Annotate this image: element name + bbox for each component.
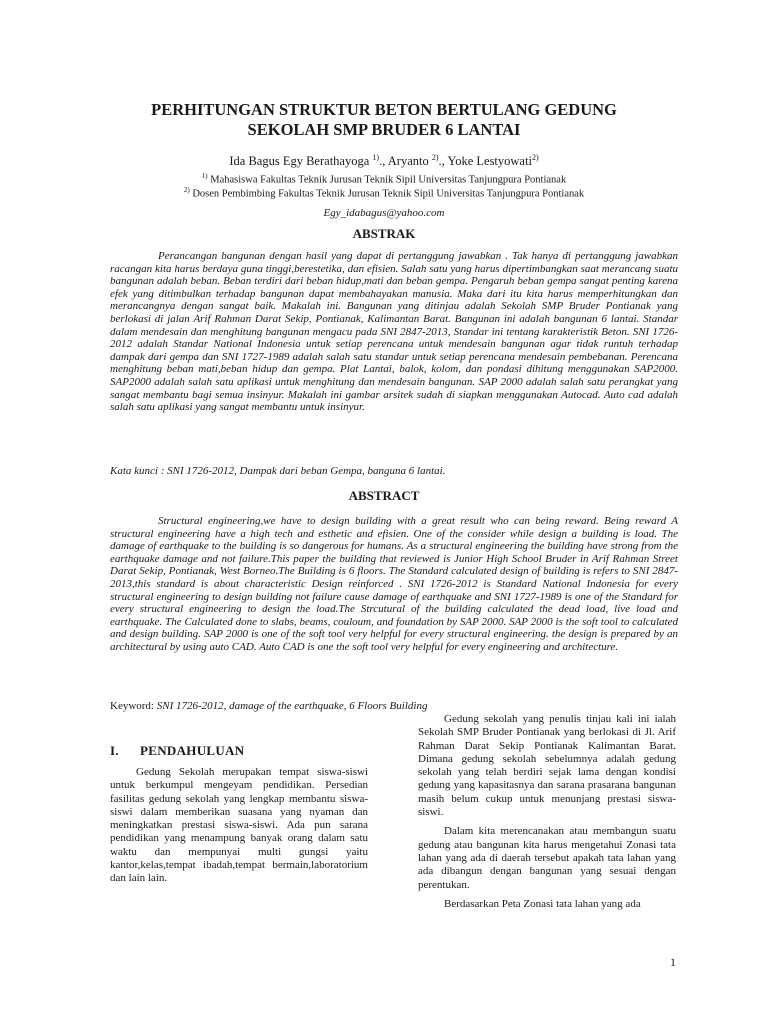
left-column — [110, 766, 368, 886]
author-1-sup: 1) — [372, 153, 380, 162]
author-sep-1: ., — [379, 154, 388, 169]
affiliation-1-sup: 1) — [201, 172, 208, 180]
affiliation-2-text: Dosen Pembimbing Fakultas Teknik Jurusan Teknik Sipil Universitas Tanjungpura Pontianak — [192, 188, 585, 200]
section-1-number: I. — [110, 743, 119, 758]
page-number: 1 — [670, 955, 676, 969]
abstract-keywords — [110, 700, 678, 713]
title-line-1: PERHITUNGAN STRUKTUR BETON BERTULANG GEDUNG — [151, 100, 617, 119]
abstrak-body: Perancangan bangunan dengan hasil yang dapat di pertanggung jawabkan . Tak hanya di pertanggung jawabkan racangan kita harus berdaya guna tinggi,berestetika, dan efisien. Salah satu yang harus dipertimbangkan saat merancang suatu bangunan adalah beban. Beban terdiri dari beban hidup,mati dan beban gempa. Pengaruh beban gempa sangat penting karena efek yang ditimbulkan terhadap bangunan dapat membahayakan manusia. Maka dari itu kita harus memperhitungkan dan merancangnya dengan sangat baik. Makalah ini. Bangunan yang ditinjau adalah Sekolah SMP Bruder Pontianak yang berlokasi di jalan Arif Rahman Darat Sekip, Pontianak, Kalimantan Barat. Bangunan ini adalah bangunan 6 lantai. Standar dalam mendesain dan menghitung bangunan mengacu pada SNI 2847-2013, Standar ini tentang karakteristik Beton. SNI 1726-2012 adalah Standar National Indonesia untuk setiap perencana untuk mendesain bangunan agar tidak runtuh terhadap dampak dari gempa dan SNI 1727-1989 adalah salah satu standar untuk setiap perencana mendesain pembebanan. Perencana menghitung beban mati,beban hidup dan gempa. Plat Lantai, balok, kolom, dan pondasi dihitung menggunakan SAP2000. SAP2000 adalah salah satu aplikasi untuk menghitung dan mendesain bangunan. SAP 2000 adalah salah satu perangkat yang sangat membantu bagi semua insinyur. Makalah ini gambar arsitek sudah di siapkan menggunakan Autocad. Auto cad adalah salah satu aplikasi yang sangat membantu untuk insinyur. — [110, 250, 678, 414]
intro-paragraph-right-3: Berdasarkan Peta Zonasi tata lahan yang ada — [444, 897, 641, 910]
author-sep-2: ., — [438, 154, 448, 169]
affiliation-2 — [60, 184, 708, 201]
section-1-title: PENDAHULUAN — [140, 743, 245, 758]
keyword-label: Keyword: — [110, 700, 157, 712]
abstrak-heading: ABSTRAK — [352, 226, 416, 241]
keyword-text: SNI 1726-2012, damage of the earthquake, 6 Floors Building — [156, 700, 428, 712]
intro-paragraph-left: Gedung Sekolah merupakan tempat siswa-siswi untuk berkumpul mengeyam pendidikan. Persedian fasilitas gedung sekolah yang lengkap membantu siswa-siswi dalam memberikan suasana yang nyaman dan meningkatkan prestasi siswa-siswi. Ada pun sarana pendidikan yang menampung banyak orang dalam satu waktu dan mempunyai multi gungsi yaitu kantor,kelas,tempat ibadah,tempat bermain,laboratorium dan lain lain. — [110, 766, 368, 885]
right-column — [418, 713, 676, 911]
title-line-2: SEKOLAH SMP BRUDER 6 LANTAI — [247, 120, 521, 139]
affiliation-2-sup: 2) — [183, 186, 190, 194]
section-1-heading — [110, 743, 244, 759]
author-email: Egy_idabagus@yahoo.com — [323, 207, 445, 219]
abstrak-keywords: Kata kunci : SNI 1726-2012, Dampak dari beban Gempa, banguna 6 lantai. — [110, 465, 446, 477]
paper-title — [60, 100, 708, 140]
author-2: Aryanto — [387, 154, 429, 169]
author-1: Ida Bagus Egy Berathayoga — [229, 154, 370, 169]
abstract-body: Structural engineering,we have to design building with a great result who can being reward. Being reward A structural engineering have a high tech and esthetic and efisien. One of the consider while design a building is load. The damage of earthquake to the building is so dangerous for humans. As a structural engineering the building have strong from the earthquake damage and not failure.This paper the building that reviewed is Junior High School Bruder in Arif Rahman Street Darat Sekip, Pontianak, West Borneo.The Building is 6 floors. The Standard calculated design of building is refers to SNI 2847-2013,this standard is about characteristic Design reinforced . SNI 1726-2012 is Standard National Indonesia for every structural engineering to design building not failure cause damage of earthquake and SNI 1727-1989 is one of the Standard for every structural engineering to design the load.The Strcutural of the building calculated the dead load, live load and earthquake. The Calculated done to slabs, beams, couloum, and foundation by SAP 2000. SAP 2000 is the soft tool to calculated and design building. SAP 2000 is one of the soft tool very helpful for every structural engineering. the design is prepared by an architectural by using auto CAD. Auto CAD is one the soft tool very helpful for every engineering and architecture. — [110, 515, 678, 653]
author-list — [60, 150, 708, 169]
affiliation-1-text: Mahasiswa Fakultas Teknik Jurusan Teknik Sipil Universitas Tanjungpura Pontianak — [210, 174, 567, 186]
author-2-sup: 2) — [431, 153, 439, 162]
intro-paragraph-right-2: Dalam kita merencanakan atau membangun suatu gedung atau bangunan kita harus mengetahui Zonasi tata lahan yang ada di daerah tersebut apakah tata lahan yang ada dibangun dengan bangunan yang sesuai dengan perentukan. — [418, 825, 676, 891]
author-3: Yoke Lestyowati — [447, 154, 532, 169]
intro-paragraph-right-1: Gedung sekolah yang penulis tinjau kali ini ialah Sekolah SMP Bruder Pontianak yang berlokasi di Jl. Arif Rahman Darat Sekip Pontianak Kalimantan Barat. Dimana gedung sekolah sebelumnya adalah gedung sekolah yang telah berdiri sejak lama dengan kondisi gedung yang kapasitasnya dan sarana prasarana bangunan masih belum cukup untuk menunjang prestasi siswa-siswi. — [418, 713, 676, 819]
author-3-sup: 2) — [531, 153, 539, 162]
abstract-heading: ABSTRACT — [348, 488, 420, 503]
